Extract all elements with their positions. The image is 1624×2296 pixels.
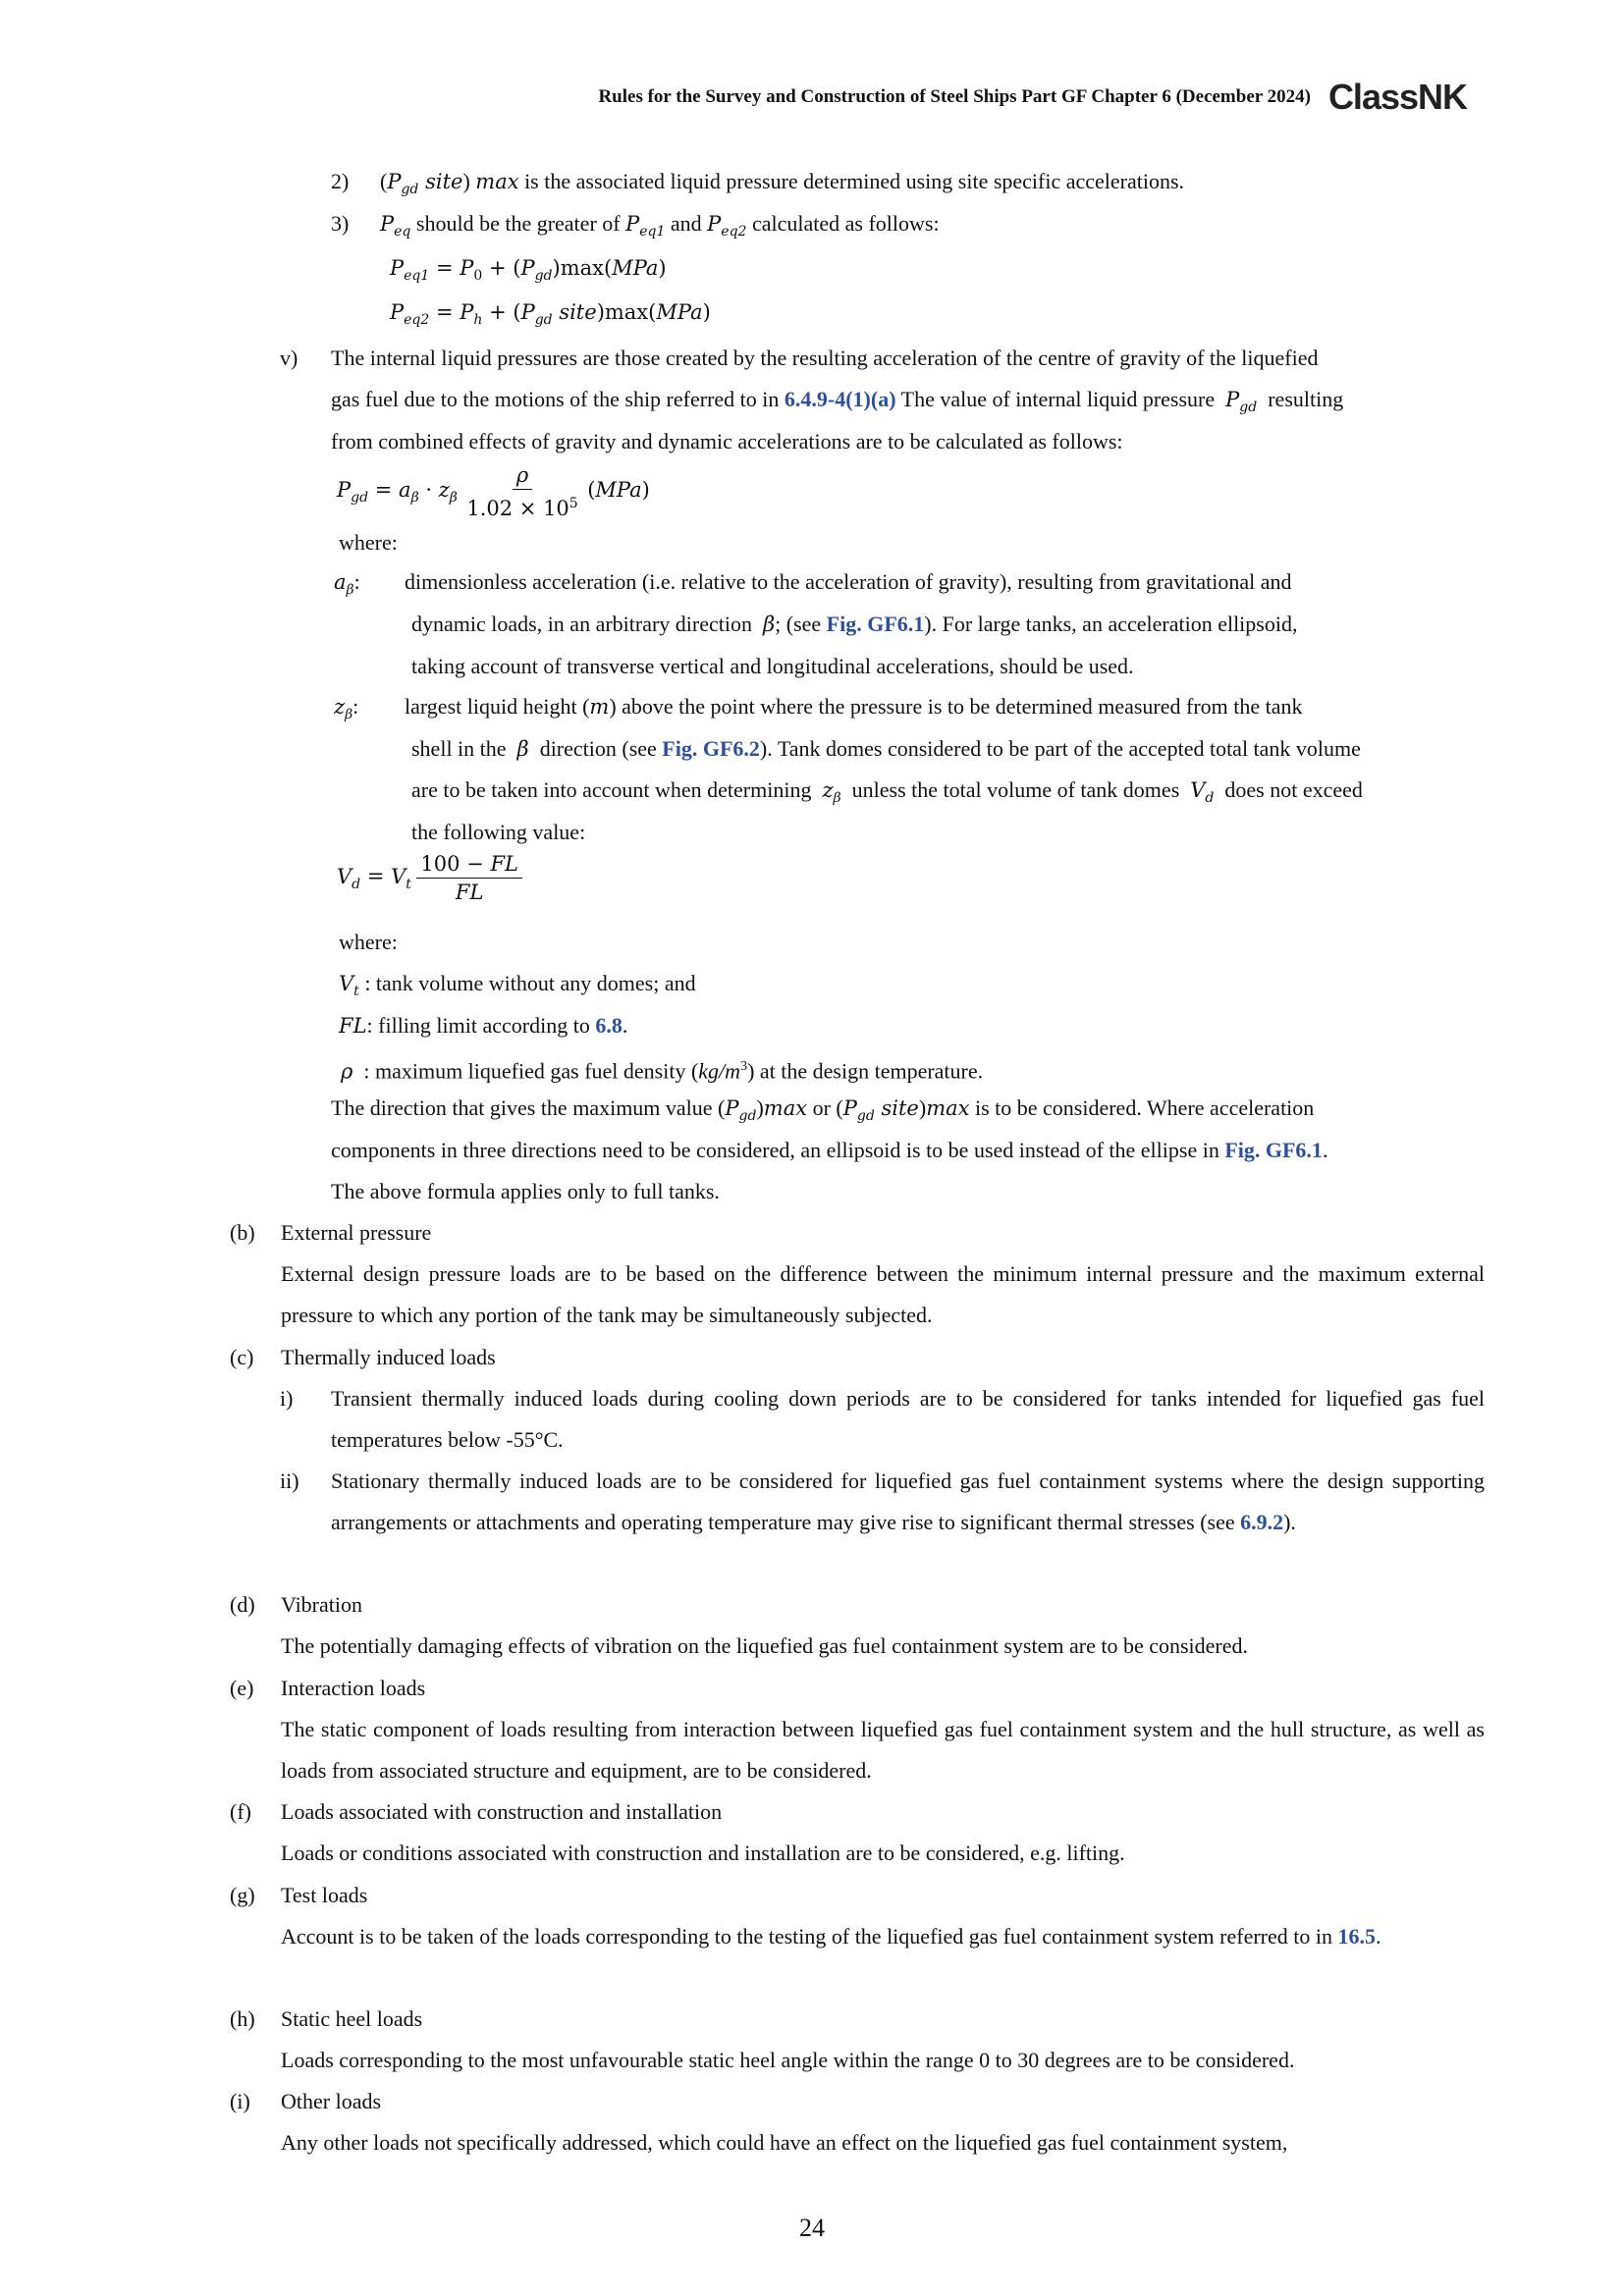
section-g-title: Test loads bbox=[281, 1883, 368, 1907]
a-beta-line-3: taking account of transverse vertical and longitudinal accelerations, should be used. bbox=[411, 654, 1134, 678]
section-c-label: (c) bbox=[230, 1345, 254, 1369]
item-v-label: v) bbox=[280, 346, 298, 370]
link-fig-gf6-1-b[interactable]: Fig. GF6.1 bbox=[1224, 1138, 1323, 1162]
z-beta-line-3: are to be taken into account when determining $z_\beta$ unless the total volume of tank domes $V_d$ does not exceed bbox=[411, 777, 1363, 807]
header-title: Rules for the Survey and Construction of Steel Ships Part GF Chapter 6 (December 2024) bbox=[598, 86, 1311, 107]
formula-peq2: $P_{eq2} = P_h + (P_{gd}$ site)max(MPa) bbox=[390, 300, 711, 329]
a-beta-line-1: dimensionless acceleration (i.e. relative to the acceleration of gravity), resulting from gravitational and bbox=[405, 569, 1292, 594]
section-e-title: Interaction loads bbox=[281, 1676, 426, 1700]
section-c-i-text: Transient thermally induced loads during cooling down periods are to be considered for tanks intended for liquefied gas fuel temperatures below -55°C. bbox=[331, 1386, 1485, 1452]
z-beta-line-1: largest liquid height (m) above the point where the pressure is to be determined measured from the tank bbox=[405, 694, 1303, 719]
item-2-label: 2) bbox=[331, 169, 350, 193]
section-c-ii-text: Stationary thermally induced loads are to be considered for liquefied gas fuel containment systems where the design supporting arrangements or attachments and operating temperature may give rise to significant thermal stresses (see 6.9.2). bbox=[331, 1468, 1485, 1534]
vt-definition: $V_t$ : tank volume without any domes; and bbox=[339, 971, 696, 1000]
z-beta-line-2: shell in the β direction (see Fig. GF6.2). Tank domes considered to be part of the accepted total tank volume bbox=[411, 736, 1361, 761]
section-d-title: Vibration bbox=[281, 1592, 362, 1617]
link-6-4-9[interactable]: 6.4.9-4(1)(a) bbox=[784, 387, 896, 411]
direction-line-2: components in three directions need to be considered, an ellipsoid is to be used instead of the ellipse in Fig. GF6.1. bbox=[331, 1138, 1328, 1162]
section-i-title: Other loads bbox=[281, 2089, 382, 2113]
formula-pgd: $P_{gd} = a_\beta \cdot z_\beta$ $\frac{\rho}{1.02 \times 10^5}$ (MPa) bbox=[337, 463, 650, 520]
a-beta-symbol: $a_\beta$: bbox=[334, 569, 360, 599]
where-2: where: bbox=[339, 930, 398, 954]
section-e-label: (e) bbox=[230, 1676, 254, 1700]
z-beta-symbol: $z_\beta$: bbox=[334, 694, 359, 723]
section-f-body: Loads or conditions associated with construction and installation are to be considered, e.g. lifting. bbox=[281, 1841, 1125, 1865]
formula-vd: $V_d = V_t$ $\frac{100 - FL}{FL}$ bbox=[337, 850, 522, 906]
section-h-body: Loads corresponding to the most unfavourable static heel angle within the range 0 to 30 degrees are to be considered. bbox=[281, 2048, 1295, 2072]
section-h-label: (h) bbox=[230, 2006, 255, 2031]
link-fig-gf6-1[interactable]: Fig. GF6.1 bbox=[826, 612, 925, 636]
item-v-line-1: The internal liquid pressures are those created by the resulting acceleration of the centre of gravity of the liquefied bbox=[331, 346, 1319, 370]
section-b-title: External pressure bbox=[281, 1220, 432, 1245]
z-beta-line-4: the following value: bbox=[411, 820, 586, 844]
fl-definition: FL: filling limit according to 6.8. bbox=[339, 1013, 628, 1038]
section-d-label: (d) bbox=[230, 1592, 255, 1617]
item-2-text: ($P_{gd}$ site) max is the associated liquid pressure determined using site specific accelerations. bbox=[380, 169, 1185, 198]
section-g-label: (g) bbox=[230, 1883, 255, 1907]
section-g-body: Account is to be taken of the loads corresponding to the testing of the liquefied gas fuel containment system referred to in 16.5. bbox=[281, 1924, 1381, 1949]
link-6-8[interactable]: 6.8 bbox=[595, 1013, 623, 1038]
section-f-label: (f) bbox=[230, 1799, 251, 1824]
section-i-label: (i) bbox=[230, 2089, 250, 2113]
link-fig-gf6-2[interactable]: Fig. GF6.2 bbox=[662, 736, 760, 761]
classnk-logo: ClassNK bbox=[1327, 77, 1467, 117]
section-b-body: External design pressure loads are to be based on the difference between the minimum internal pressure and the maximum external pressure to which any portion of the tank may be simultaneously subjected. bbox=[281, 1261, 1485, 1327]
section-d-body: The potentially damaging effects of vibration on the liquefied gas fuel containment system are to be considered. bbox=[281, 1633, 1249, 1658]
formula-peq1: $P_{eq1} = P_0 + (P_{gd})\max(MPa)$ bbox=[390, 256, 667, 285]
section-f-title: Loads associated with construction and installation bbox=[281, 1799, 723, 1824]
section-c-i-label: i) bbox=[280, 1386, 294, 1411]
item-3-text: $P_{eq}$ should be the greater of $P_{eq1}$ and $P_{eq2}$ calculated as follows: bbox=[380, 211, 940, 240]
item-v-line-3: from combined effects of gravity and dynamic accelerations are to be calculated as follows: bbox=[331, 429, 1123, 454]
where-1: where: bbox=[339, 530, 398, 555]
item-3-label: 3) bbox=[331, 211, 350, 236]
page-number: 24 bbox=[799, 2214, 825, 2242]
item-v-line-2: gas fuel due to the motions of the ship referred to in 6.4.9-4(1)(a) The value of internal liquid pressure $P_{gd}$ resulting bbox=[331, 387, 1344, 416]
direction-line-3: The above formula applies only to full tanks. bbox=[331, 1179, 720, 1203]
section-i-body: Any other loads not specifically addressed, which could have an effect on the liquefied gas fuel containment system, bbox=[281, 2130, 1288, 2155]
section-e-body: The static component of loads resulting from interaction between liquefied gas fuel containment system and the hull structure, as well as loads from associated structure and equipment, are to be considered. bbox=[281, 1717, 1485, 1783]
section-c-ii-label: ii) bbox=[280, 1468, 299, 1493]
page-header bbox=[598, 77, 1467, 118]
direction-line-1: The direction that gives the maximum value $(P_{gd})\max$ or ($P_{gd}$ site)max is to be considered. Where acceleration bbox=[331, 1095, 1315, 1125]
section-b-label: (b) bbox=[230, 1220, 255, 1245]
link-16-5[interactable]: 16.5 bbox=[1337, 1924, 1376, 1949]
rho-definition: ρ : maximum liquefied gas fuel density $(kg/m^3)$ at the design temperature. bbox=[341, 1058, 984, 1084]
section-c-title: Thermally induced loads bbox=[281, 1345, 496, 1369]
link-6-9-2[interactable]: 6.9.2 bbox=[1240, 1510, 1284, 1534]
a-beta-line-2: dynamic loads, in an arbitrary direction β; (see Fig. GF6.1). For large tanks, an acceleration ellipsoid, bbox=[411, 612, 1298, 636]
section-h-title: Static heel loads bbox=[281, 2006, 423, 2031]
